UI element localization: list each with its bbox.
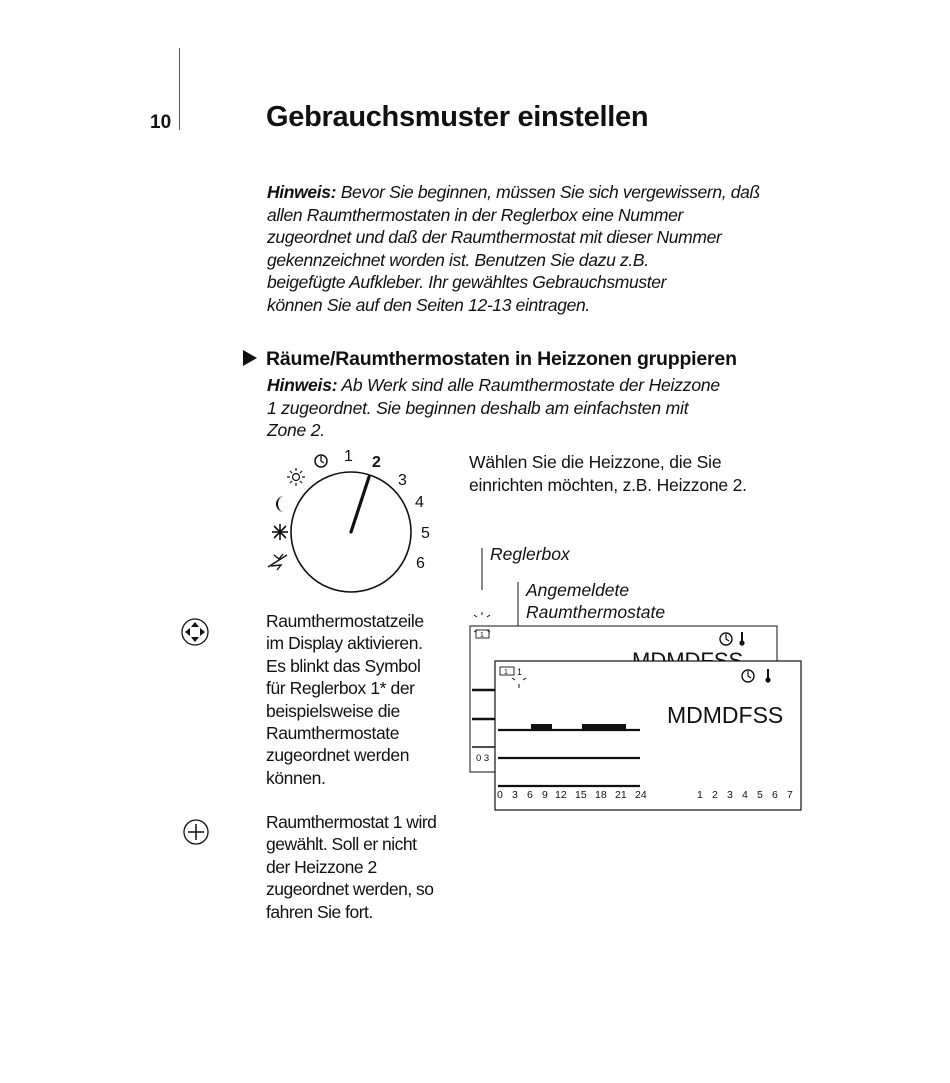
section-note-label: Hinweis:: [267, 375, 338, 395]
day-number: 3: [727, 789, 733, 801]
section-heading-text: Räume/Raumthermostaten in Heizzonen gruppieren: [266, 348, 737, 370]
step-select-text: [266, 811, 456, 923]
note-line: zugeordnet und daß der Raumthermostat mit dieser Nummer: [267, 227, 722, 248]
dial-position-5: 5: [421, 525, 430, 542]
section-heading: [243, 348, 737, 371]
step-line: zugeordnet werden, so: [266, 879, 434, 900]
instruction-line: einrichten möchten, z.B. Heizzone 2.: [469, 474, 747, 495]
display-front: [495, 661, 801, 810]
section-note-line: Ab Werk sind alle Raumthermostate der Heizzone: [341, 375, 720, 395]
four-way-arrows-icon: [180, 617, 210, 647]
snowflake-icon: [272, 524, 288, 540]
step-activate-text: [266, 610, 456, 789]
back-axis-partial: 0 3: [476, 753, 490, 764]
note-line: Bevor Sie beginnen, müssen Sie sich vergewissern, daß: [340, 182, 760, 202]
note-line: allen Raumthermostaten in der Reglerbox eine Nummer: [267, 204, 683, 225]
dial-pointer: [351, 477, 369, 532]
dial-position-1: 1: [344, 448, 353, 465]
front-days-text: MDMDFSS: [667, 702, 784, 728]
angemeldete-label: [526, 579, 726, 623]
note-line: gekennzeichnet worden ist. Benutzen Sie dazu z.B.: [267, 249, 649, 270]
angemeldete-line: Raumthermostate: [526, 602, 666, 622]
sun-icon: [287, 468, 305, 486]
step-line: Raumthermostate: [266, 723, 400, 744]
step-line: der Heizzone 2: [266, 856, 377, 877]
day-number: 5: [757, 789, 763, 801]
dial-position-2: 2: [372, 454, 381, 471]
step-line: können.: [266, 767, 326, 788]
note-line: beigefügte Aufkleber. Ihr gewähltes Gebrauchsmuster: [267, 272, 667, 293]
day-number: 6: [772, 789, 778, 801]
angemeldete-line: Angemeldete: [526, 580, 630, 600]
x-tick: 15: [575, 789, 587, 801]
zone-instruction: [469, 451, 789, 496]
step-line: beispielsweise die: [266, 700, 400, 721]
step-line: fahren Sie fort.: [266, 901, 373, 922]
x-tick: 6: [527, 789, 533, 801]
zone-dial: [255, 440, 455, 600]
x-tick: 24: [635, 789, 647, 801]
section-note-line: Zone 2.: [267, 420, 325, 441]
front-box-number: 1: [504, 669, 508, 676]
reglerbox-label: Reglerbox: [490, 544, 570, 564]
x-tick: 18: [595, 789, 607, 801]
step-line: zugeordnet werden: [266, 745, 410, 766]
page-number: 10: [150, 112, 172, 133]
arrow-bullet-icon: [243, 350, 257, 366]
x-tick: 9: [542, 789, 548, 801]
note-label: Hinweis:: [267, 182, 337, 202]
header-divider: [179, 48, 180, 130]
x-tick: 0: [497, 789, 503, 801]
section-note-line: 1 zugeordnet. Sie beginnen deshalb am einfachsten mit: [267, 397, 689, 418]
x-tick: 21: [615, 789, 627, 801]
dial-position-3: 3: [398, 472, 407, 489]
page-title: Gebrauchsmuster einstellen: [266, 101, 649, 133]
x-tick: 3: [512, 789, 518, 801]
dial-position-6: 6: [416, 555, 425, 572]
step-line: gewählt. Soll er nicht: [266, 834, 417, 855]
dial-position-4: 4: [415, 494, 424, 511]
day-number: 7: [787, 789, 793, 801]
day-number: 2: [712, 789, 718, 801]
section-note: [267, 374, 787, 442]
day-number: 4: [742, 789, 748, 801]
plane-icon: [268, 554, 287, 570]
schedule-block: [531, 724, 552, 729]
step-line: Raumthermostat 1 wird: [266, 812, 437, 832]
back-box-number: 1: [480, 632, 484, 639]
step-line: Es blinkt das Symbol: [266, 655, 421, 676]
instruction-line: Wählen Sie die Heizzone, die Sie: [469, 452, 722, 472]
front-thermostat-number: 1: [517, 667, 523, 677]
moon-icon: [276, 496, 284, 512]
step-line: Raumthermostatzeile: [266, 611, 424, 631]
x-tick: 12: [555, 789, 567, 801]
intro-note: [267, 181, 787, 317]
note-line: können Sie auf den Seiten 12-13 eintragen.: [267, 294, 590, 315]
step-line: im Display aktivieren.: [266, 633, 423, 654]
day-number: 1: [697, 789, 703, 801]
clock-icon: [315, 455, 327, 467]
step-line: für Reglerbox 1* der: [266, 678, 415, 699]
schedule-block: [582, 724, 626, 729]
plus-circle-icon: [182, 818, 210, 846]
